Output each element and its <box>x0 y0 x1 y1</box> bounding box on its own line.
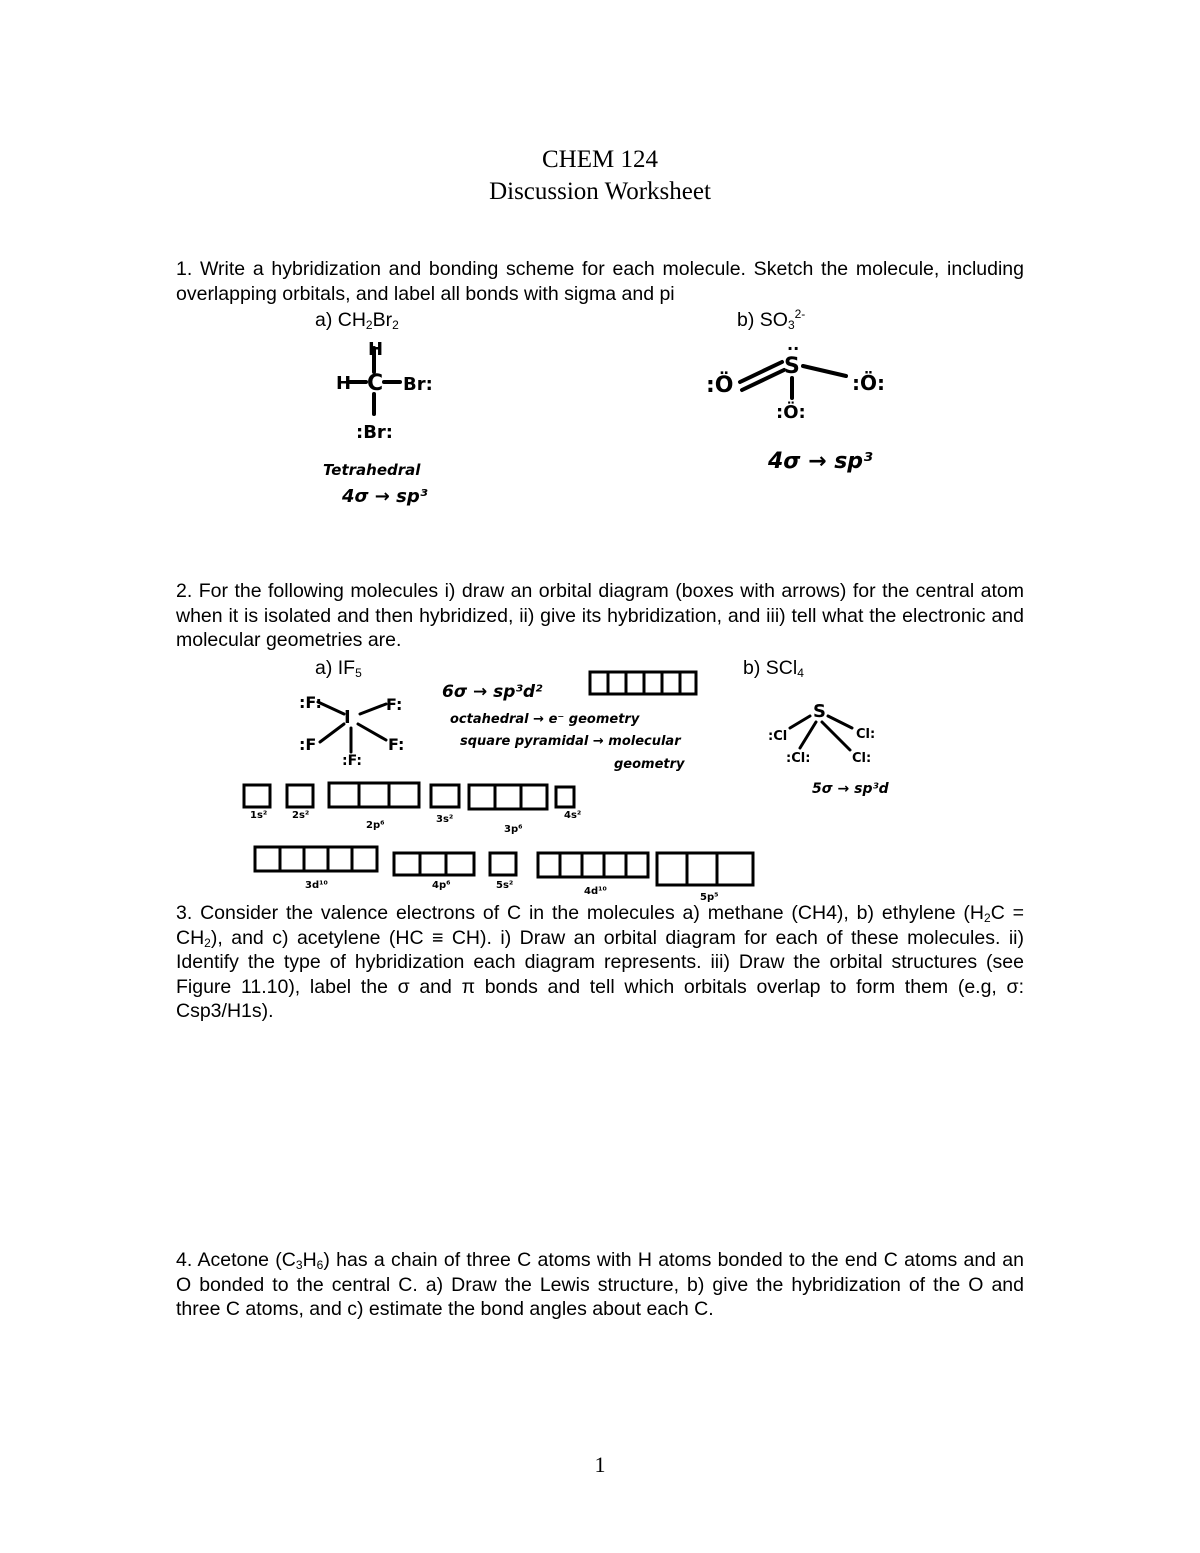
svg-text:I: I <box>344 707 351 728</box>
svg-text:5p⁵: 5p⁵ <box>700 892 719 903</box>
course-title: CHEM 124 <box>542 146 658 173</box>
question-4: 4. Acetone $(C_3H_6)$ has a chain of three C atoms with H atoms bonded to the end C atoms and an O bonded to the central C. a) Draw the Lewis structure, b) give the hybridization of the O and three C atoms, and c) estimate the bond angles about each C. <box>176 1249 1024 1320</box>
svg-text:Cl:: Cl: <box>856 727 876 742</box>
svg-text:3p⁶: 3p⁶ <box>504 824 523 835</box>
svg-text:4p⁶: 4p⁶ <box>432 880 451 891</box>
svg-text:2s²: 2s² <box>292 810 310 821</box>
hw-q2a-geometry-word: geometry <box>614 757 685 772</box>
svg-text::Cl:: :Cl: <box>786 751 811 766</box>
svg-text:Cl:: Cl: <box>852 751 872 766</box>
svg-text::F: :F <box>299 735 317 754</box>
worksheet-subtitle: Discussion Worksheet <box>489 178 711 205</box>
svg-text:5s²: 5s² <box>496 880 514 891</box>
svg-text:2p⁶: 2p⁶ <box>366 820 385 831</box>
svg-text::Ö: :Ö <box>706 373 734 398</box>
so3-atom-symbols <box>706 335 885 423</box>
svg-text:Br:: Br: <box>403 374 433 395</box>
svg-text:S: S <box>784 354 800 379</box>
scl4-atom-symbols <box>768 701 875 766</box>
question-3: 3. Consider the valence electrons of C in the molecules a) methane (CH4), b) ethylene $(H_2C = CH_2)$, and c) acetylene (HC ≡ CH). i) Draw an orbital diagram for each of these molecules. ii) Identify the type of hybridization each diagram represents. iii) Draw the orbital structures (see Figure 11.10), label the σ and π bonds and tell which orbitals overlap to form them (e.g, σ: Csp3/H1s). <box>176 902 1024 1022</box>
hw-q2a-molecular-geometry: square pyramidal → molecular <box>460 734 681 749</box>
question-2 <box>176 579 1024 653</box>
svg-text:4d¹⁰: 4d¹⁰ <box>584 886 607 897</box>
hw-q2a-electron-geometry: octahedral → e⁻ geometry <box>450 712 640 727</box>
svg-text::F:: :F: <box>342 753 362 769</box>
hw-q1a-scheme: 4σ → sp³ <box>342 486 428 507</box>
svg-text:H: H <box>336 373 352 394</box>
svg-text::Cl: :Cl <box>768 729 788 744</box>
svg-text:4s²: 4s² <box>564 810 582 821</box>
svg-text:H: H <box>368 339 384 360</box>
question-1-text: Write a hybridization and bonding scheme for each molecule. Sketch the molecule, including overlapping orbitals, and label all bonds with sigma and pi <box>176 258 1025 305</box>
svg-text:3d¹⁰: 3d¹⁰ <box>305 880 328 891</box>
hw-q2b-scheme: 5σ → sp³d <box>812 781 889 797</box>
hw-q2a-scheme: 6σ → sp³d² <box>442 682 543 702</box>
svg-text:3s²: 3s² <box>436 814 454 825</box>
if5-hybrid-orbital-box <box>590 672 696 694</box>
if5-lewis-structure <box>318 702 386 752</box>
if5-orbital-boxes-row1 <box>244 783 574 809</box>
q1-part-a-label: a) $CH_2Br_2$ <box>315 309 399 332</box>
svg-text::F:: :F: <box>299 693 322 712</box>
svg-text::Ö:: :Ö: <box>776 402 806 423</box>
svg-text:F:: F: <box>386 695 403 714</box>
svg-text::Br:: :Br: <box>356 422 393 443</box>
q1-part-b-label: b) $SO_3^{2-}$ <box>737 307 806 332</box>
hw-q1a-shape: Tetrahedral <box>323 461 421 479</box>
svg-text:C: C <box>367 371 384 396</box>
question-1-number: 1. <box>176 258 193 280</box>
q2-part-a-label: a) $IF_5$ <box>315 657 362 680</box>
hw-q1b-scheme: 4σ → sp³ <box>768 449 873 474</box>
if5-orbital-labels-row1 <box>250 810 581 835</box>
page-number: 1 <box>594 1452 606 1477</box>
question-2-text: 2. For the following molecules i) draw an orbital diagram (boxes with arrows) for the central atom when it is isolated and then hybridized, ii) give its hybridization, and iii) tell what the electronic and molecular geometries are. <box>176 580 1024 651</box>
svg-text:..: .. <box>787 335 800 354</box>
svg-text:F:: F: <box>388 735 405 754</box>
svg-text:1s²: 1s² <box>250 810 268 821</box>
svg-text::Ö:: :Ö: <box>852 371 885 395</box>
svg-text:S: S <box>813 701 826 722</box>
q2-part-b-label: b) SCl$_4$ <box>743 657 804 680</box>
ch2br2-atom-symbols <box>336 339 433 443</box>
